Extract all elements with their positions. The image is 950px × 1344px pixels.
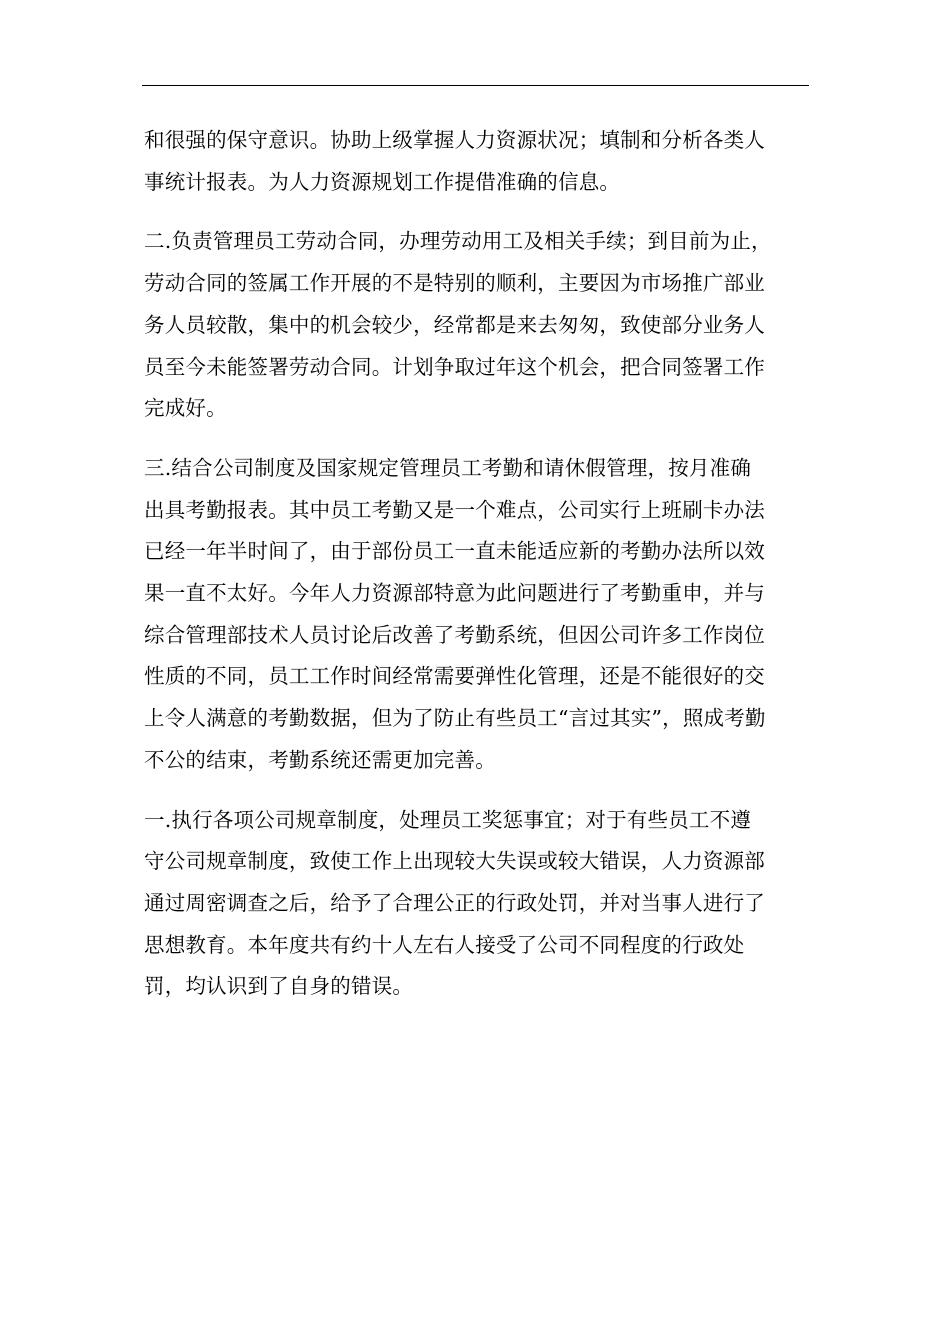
text-line: 三.结合公司制度及国家规定管理员工考勤和请休假管理，按月准确: [144, 455, 752, 480]
text-line: 完成好。: [144, 396, 227, 421]
text-line: 果一直不太好。今年人力资源部特意为此问题进行了考勤重申，并与: [144, 581, 765, 606]
text-line: 和很强的保守意识。协助上级掌握人力资源状况；填制和分析各类人: [144, 128, 765, 152]
text-line: 已经一年半时间了，由于部份员工一直未能适应新的考勤办法所以效: [144, 539, 765, 564]
text-line: 守公司规章制度，致使工作上出现较大失误或较大错误，人力资源部: [144, 849, 765, 874]
header-rule: [142, 85, 809, 86]
document-body: [144, 120, 808, 1026]
text-line: 出具考勤报表。其中员工考勤又是一个难点，公司实行上班刷卡办法: [144, 497, 765, 522]
text-line: 上令人满意的考勤数据，但为了防止有些员工“言过其实”，照成考勤: [144, 706, 766, 731]
text-line: 通过周密调查之后，给予了合理公正的行政处罚，并对当事人进行了: [144, 890, 765, 915]
paragraph-2: [144, 221, 808, 430]
paragraph-4: [144, 800, 808, 1009]
text-line: 劳动合同的签属工作开展的不是特别的顺利，主要因为市场推广部业: [144, 271, 765, 296]
text-line: 一.执行各项公司规章制度，处理员工奖惩事宜；对于有些员工不遵: [144, 807, 752, 832]
paragraph-3: [144, 448, 808, 782]
text-line: 务人员较散，集中的机会较少，经常都是来去匆匆，致使部分业务人: [144, 312, 765, 337]
text-line: 思想教育。本年度共有约十人左右人接受了公司不同程度的行政处: [144, 932, 745, 957]
text-line: 二.负责管理员工劳动合同，办理劳动用工及相关手续；到目前为止，: [144, 229, 772, 254]
text-line: 性质的不同，员工工作时间经常需要弹性化管理，还是不能很好的交: [144, 664, 765, 689]
text-line: 综合管理部技术人员讨论后改善了考勤系统，但因公司许多工作岗位: [144, 622, 765, 647]
text-line: 事统计报表。为人力资源规划工作提借准确的信息。: [144, 169, 621, 194]
text-line: 不公的结束，考勤系统还需更加完善。: [144, 747, 496, 772]
text-line: 员至今未能签署劳动合同。计划争取过年这个机会，把合同签署工作: [144, 354, 765, 379]
text-line: 罚，均认识到了自身的错误。: [144, 974, 414, 999]
paragraph-1: [144, 120, 808, 203]
